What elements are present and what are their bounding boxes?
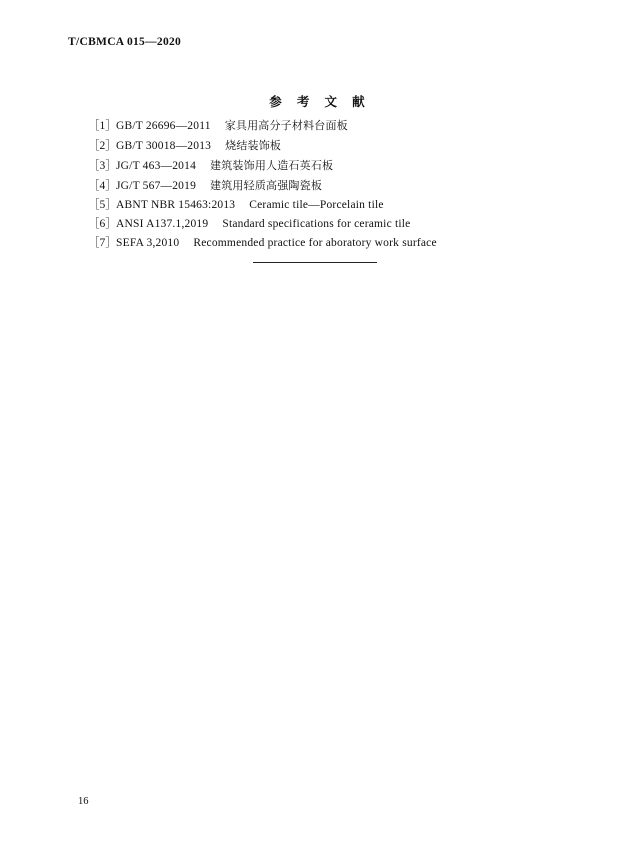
reference-code: GB/T 26696—2011 — [116, 120, 211, 132]
reference-item — [88, 116, 588, 136]
reference-number: ［5］ — [88, 199, 117, 211]
end-rule-divider — [253, 262, 377, 263]
reference-item — [88, 196, 588, 215]
reference-list — [88, 116, 588, 253]
reference-number: ［1］ — [88, 120, 117, 132]
reference-item — [88, 136, 588, 156]
reference-item — [88, 156, 588, 176]
reference-item — [88, 234, 588, 253]
reference-title: 建筑装饰用人造石英石板 — [210, 159, 334, 172]
page-number: 16 — [78, 796, 89, 807]
reference-number: ［6］ — [88, 218, 117, 230]
reference-code: ANSI A137.1,2019 — [116, 218, 209, 230]
reference-item — [88, 215, 588, 234]
reference-number: ［4］ — [88, 180, 117, 192]
reference-title: 家具用高分子材料台面板 — [224, 119, 348, 132]
reference-code: ABNT NBR 15463:2013 — [116, 199, 236, 211]
reference-item — [88, 176, 588, 196]
reference-code: JG/T 567—2019 — [116, 180, 197, 192]
reference-title: Recommended practice for aboratory work surface — [193, 237, 437, 249]
reference-title: Standard specifications for ceramic tile — [222, 218, 411, 230]
page-title — [0, 92, 640, 110]
reference-number: ［3］ — [88, 160, 117, 172]
reference-code: GB/T 30018—2013 — [116, 140, 212, 152]
section-title-text: 参 考 文 献 — [269, 95, 371, 109]
running-head: T/CBMCA 015—2020 — [68, 36, 182, 48]
reference-code: SEFA 3,2010 — [116, 237, 180, 249]
reference-title: 建筑用轻质高强陶瓷板 — [210, 179, 323, 192]
reference-code: JG/T 463—2014 — [116, 160, 197, 172]
reference-number: ［7］ — [88, 237, 117, 249]
reference-title: Ceramic tile—Porcelain tile — [249, 199, 384, 211]
reference-title: 烧结装饰板 — [225, 139, 282, 152]
reference-number: ［2］ — [88, 140, 117, 152]
